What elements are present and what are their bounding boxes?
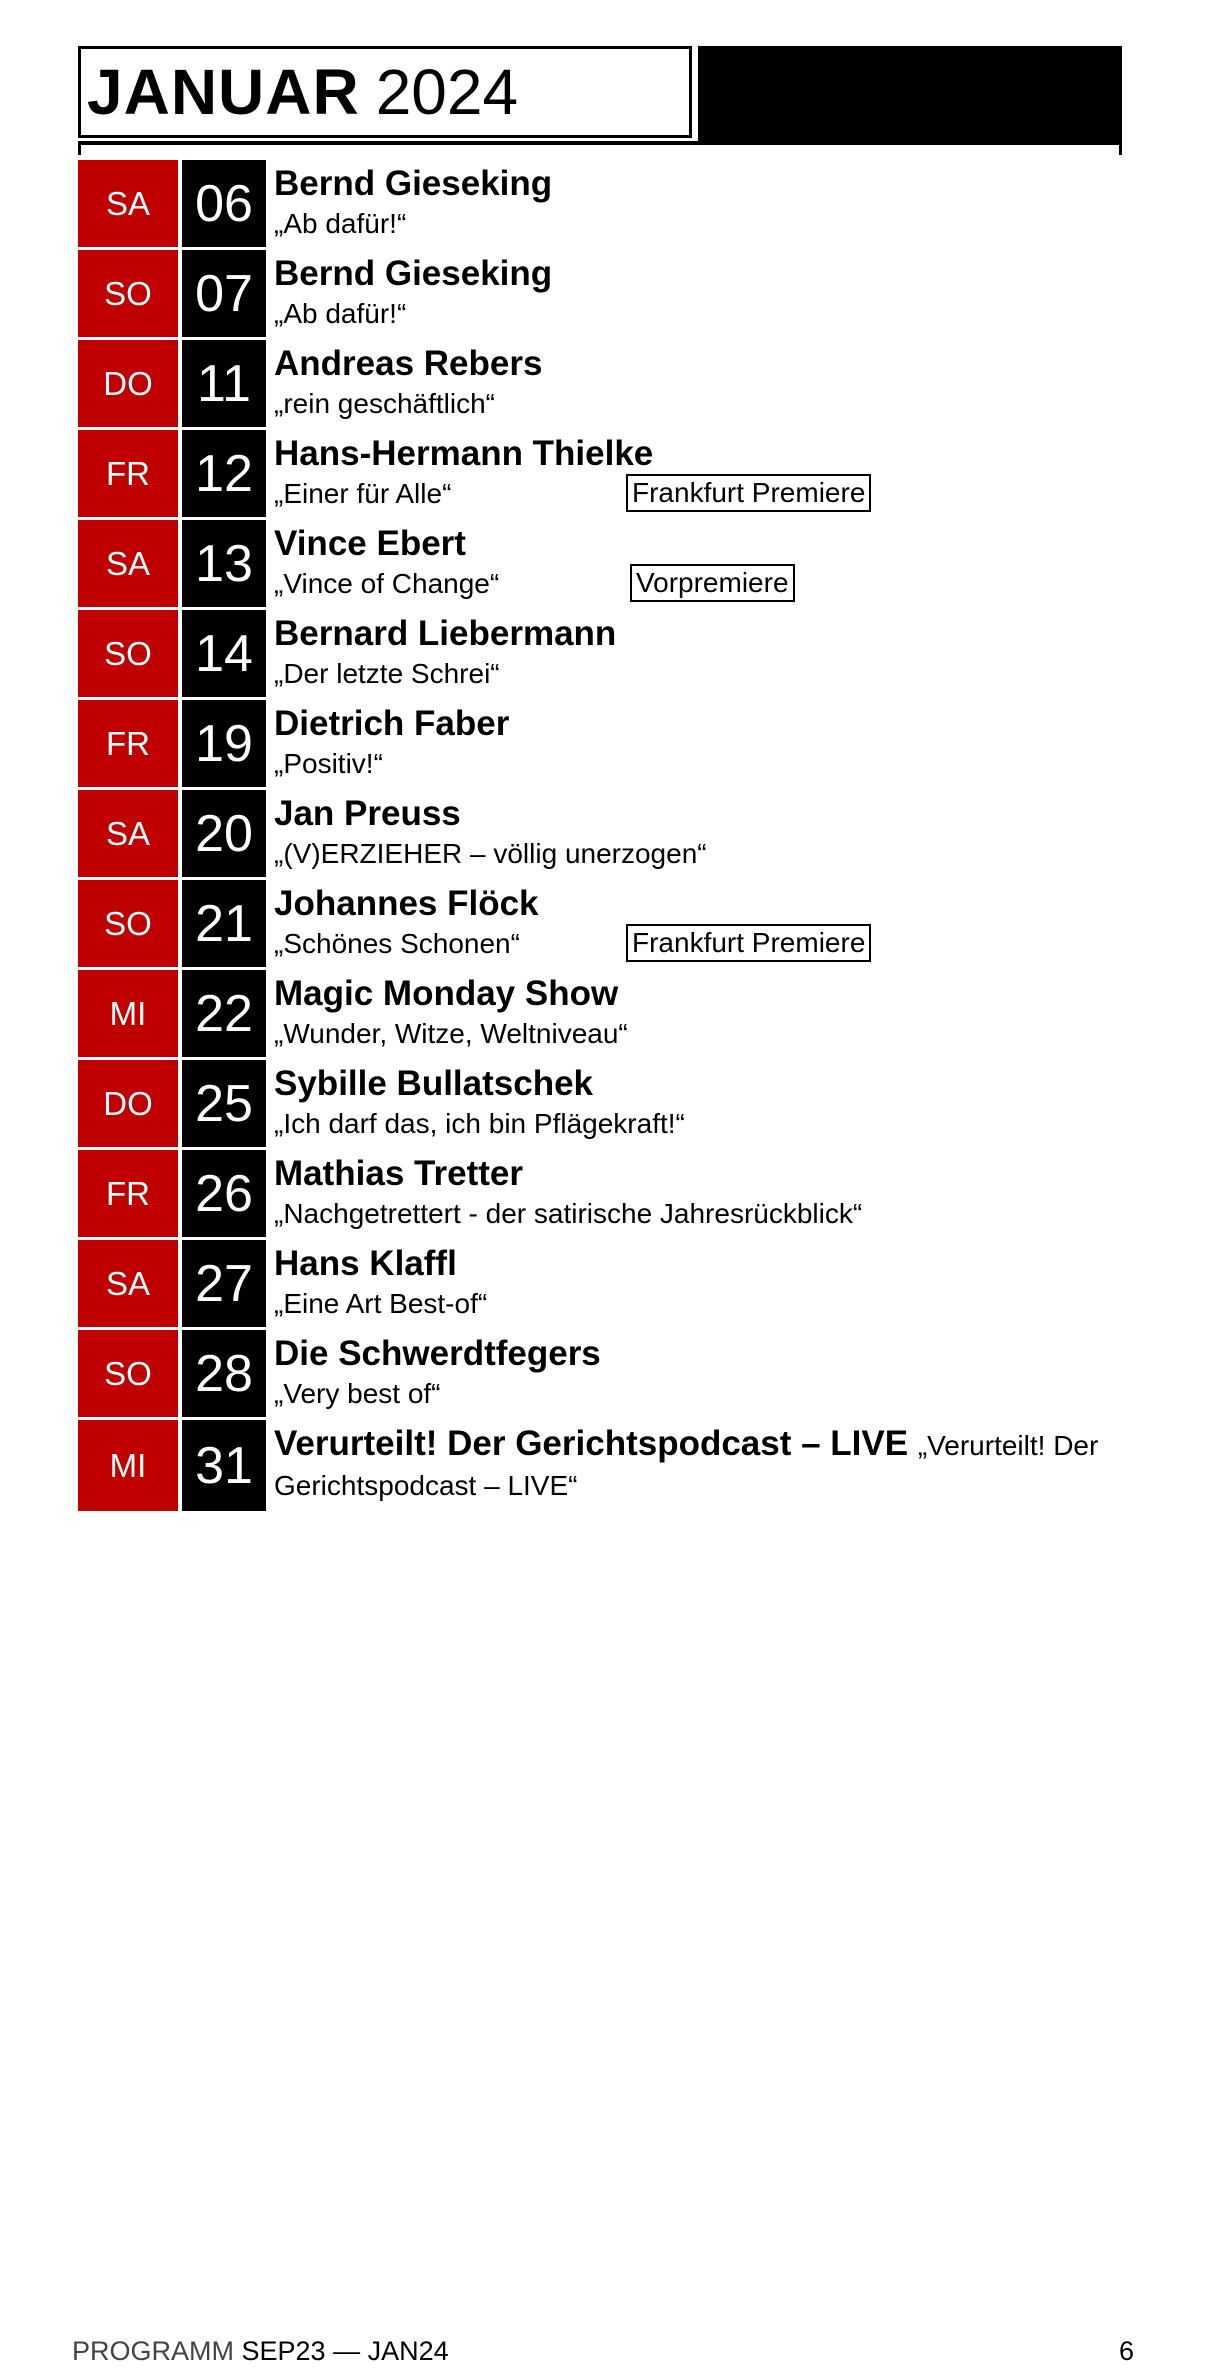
event-info <box>274 1060 1122 1147</box>
artist-name: Die Schwerdtfegers <box>274 1334 601 1373</box>
event-row <box>78 1330 1122 1417</box>
event-info <box>274 1330 1122 1417</box>
day-number-cell: 12 <box>182 430 266 517</box>
month-title-box <box>78 46 692 138</box>
premiere-badge: Vorpremiere <box>630 564 795 602</box>
weekday-cell: SA <box>78 1240 178 1327</box>
event-info <box>274 250 1122 337</box>
event-info <box>274 880 1122 967</box>
program-title: „(V)ERZIEHER – völlig unerzogen“ <box>274 838 707 869</box>
event-row <box>78 1240 1122 1327</box>
day-number-cell: 25 <box>182 1060 266 1147</box>
artist-name: Verurteilt! Der Gerichtspodcast – LIVE <box>274 1424 909 1463</box>
weekday-cell: SA <box>78 160 178 247</box>
weekday-cell: SO <box>78 1330 178 1417</box>
program-title: „Ab dafür!“ <box>274 208 407 239</box>
artist-name: Bernd Gieseking <box>274 254 553 293</box>
month-title: JANUAR <box>87 56 360 128</box>
header-rule-tick-left <box>78 141 81 155</box>
event-row <box>78 880 1122 967</box>
program-title: „Nachgetrettert - der satirische Jahresrückblick“ <box>274 1198 863 1229</box>
program-title: „rein geschäftlich“ <box>274 388 495 419</box>
day-number-cell: 07 <box>182 250 266 337</box>
header-black-block <box>698 46 1122 141</box>
day-number-cell: 26 <box>182 1150 266 1237</box>
artist-name: Jan Preuss <box>274 794 461 833</box>
weekday-cell: FR <box>78 700 178 787</box>
program-title: „Very best of“ <box>274 1378 441 1409</box>
event-row <box>78 700 1122 787</box>
day-number-cell: 28 <box>182 1330 266 1417</box>
footer-label <box>72 2336 449 2366</box>
day-number-cell: 11 <box>182 340 266 427</box>
event-row <box>78 340 1122 427</box>
year-title: 2024 <box>375 56 519 128</box>
program-title: „Der letzte Schrei“ <box>274 658 500 689</box>
program-title: „Vince of Change“ <box>274 568 500 599</box>
header-rule-tick-right <box>1119 141 1122 155</box>
program-title-part2: Gerichtspodcast – LIVE“ <box>274 1470 578 1501</box>
day-number-cell: 22 <box>182 970 266 1057</box>
day-number-cell: 31 <box>182 1420 266 1511</box>
footer-label-light: PROGRAMM <box>72 2336 234 2366</box>
weekday-cell: SO <box>78 250 178 337</box>
day-number-cell: 06 <box>182 160 266 247</box>
event-info <box>274 430 1122 517</box>
artist-name: Johannes Flöck <box>274 884 539 923</box>
event-row <box>78 520 1122 607</box>
day-number-cell: 20 <box>182 790 266 877</box>
event-row <box>78 970 1122 1057</box>
event-row <box>78 250 1122 337</box>
event-info <box>274 160 1122 247</box>
program-title: „Ich darf das, ich bin Pflägekraft!“ <box>274 1108 685 1139</box>
day-number-cell: 27 <box>182 1240 266 1327</box>
artist-name: Hans Klaffl <box>274 1244 457 1283</box>
artist-name: Hans-Hermann Thielke <box>274 434 654 473</box>
program-title: „Eine Art Best-of“ <box>274 1288 488 1319</box>
header-rule <box>78 141 1122 145</box>
premiere-badge: Frankfurt Premiere <box>626 924 871 962</box>
weekday-cell: SO <box>78 880 178 967</box>
weekday-cell: MI <box>78 970 178 1057</box>
artist-name: Andreas Rebers <box>274 344 543 383</box>
weekday-cell: SO <box>78 610 178 697</box>
weekday-cell: DO <box>78 340 178 427</box>
program-title: „Positiv!“ <box>274 748 383 779</box>
weekday-cell: SA <box>78 520 178 607</box>
day-number-cell: 13 <box>182 520 266 607</box>
day-number-cell: 14 <box>182 610 266 697</box>
event-info <box>274 340 1122 427</box>
program-title: „Ab dafür!“ <box>274 298 407 329</box>
weekday-cell: SA <box>78 790 178 877</box>
artist-name-line <box>274 1422 1122 1468</box>
program-title: „Schönes Schonen“ <box>274 928 520 959</box>
day-number-cell: 19 <box>182 700 266 787</box>
event-info <box>274 1240 1122 1327</box>
page-number: 6 <box>1118 2336 1134 2366</box>
program-title: „Wunder, Witze, Weltniveau“ <box>274 1018 628 1049</box>
weekday-cell: FR <box>78 430 178 517</box>
day-number-cell: 21 <box>182 880 266 967</box>
artist-name: Bernard Liebermann <box>274 614 617 653</box>
event-row <box>78 790 1122 877</box>
event-row <box>78 1150 1122 1237</box>
program-title: „Einer für Alle“ <box>274 478 452 509</box>
event-info <box>274 1150 1122 1237</box>
month-header <box>78 46 1122 158</box>
event-row <box>78 160 1122 247</box>
event-info <box>274 700 1122 787</box>
event-row <box>78 430 1122 517</box>
event-info <box>274 970 1122 1057</box>
event-info <box>274 790 1122 877</box>
premiere-badge: Frankfurt Premiere <box>626 474 871 512</box>
artist-name: Magic Monday Show <box>274 974 619 1013</box>
event-row <box>78 610 1122 697</box>
page-footer <box>72 2336 1134 2367</box>
event-row <box>78 1060 1122 1147</box>
weekday-cell: DO <box>78 1060 178 1147</box>
weekday-cell: MI <box>78 1420 178 1511</box>
footer-label-dark: SEP23 — JAN24 <box>241 2336 449 2366</box>
weekday-cell: FR <box>78 1150 178 1237</box>
event-list <box>78 160 1122 1511</box>
artist-name: Sybille Bullatschek <box>274 1064 594 1103</box>
program-title-part1: „Verurteilt! Der <box>917 1430 1099 1461</box>
event-info <box>274 520 1122 607</box>
event-info <box>274 1420 1122 1511</box>
artist-name: Vince Ebert <box>274 524 466 563</box>
event-row-last <box>78 1420 1122 1511</box>
artist-name: Bernd Gieseking <box>274 164 553 203</box>
event-info <box>274 610 1122 697</box>
artist-name: Dietrich Faber <box>274 704 510 743</box>
artist-name: Mathias Tretter <box>274 1154 523 1193</box>
